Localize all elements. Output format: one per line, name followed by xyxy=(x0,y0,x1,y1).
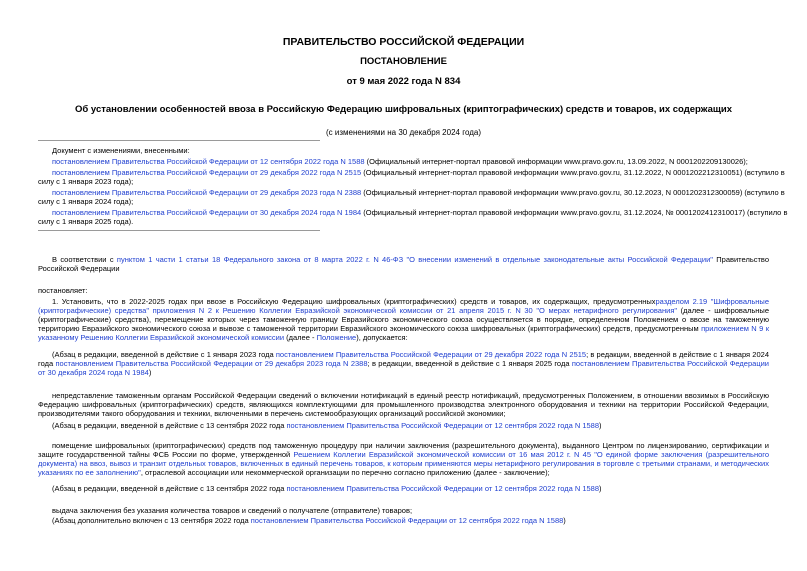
paragraph-4-note: (Абзац дополнительно включен с 13 сентября 2022 года постановлением Правительства Российской Федерации от 12 сентября 2022 года N 1588) xyxy=(52,516,566,525)
change-effective: силу с 1 января 2023 года); xyxy=(38,177,134,186)
paragraph-3: помещение шифровальных (криптографических) средств под таможенную процедуру при наличии заключения (разрешительного документа), выданного Центром по лицензированию, сертификации и защите государственной тайны ФСБ России по форме, утвержденной Решением Коллегии Евразийской экономической комиссии от 16 мая 2012 г. N 45 "О единой форме заключения (разрешительного документа) на ввоз, вывоз и транзит отдельных товаров, включенных в единый перечень товаров, к которым применяются меры нетарифного регулирования в торговле с третьими странами, и методических указаниях по ее заполнению", отраслевой ассоциации или некоммерческой организации по перечню согласно приложению (далее - заключение); xyxy=(38,441,769,477)
p1-link-section[interactable]: разделом 2.19 "Шифровальные (криптографические) средства" приложения N 2 к Решению Коллегии Евразийской экономической комиссии от 21 апреля 2015 г. N 30 "О мерах нетарифного регулирования" xyxy=(38,297,769,315)
change-source: (Официальный интернет-портал правовой информации www.pravo.gov.ru, 31.12.2022, N 0001202212310051) (вступило в xyxy=(361,168,785,177)
preamble-paragraph: В соответствии с пунктом 1 части 1 статьи 18 Федерального закона от 8 марта 2022 г. N 46-ФЗ "О внесении изменений в отдельные законодательные акты Российской Федерации" Правительство Российской Федерации xyxy=(38,255,769,273)
change-link[interactable]: постановлением Правительства Российской Федерации от 29 декабря 2023 года N 2388 xyxy=(52,188,362,197)
p3-link-decision[interactable]: Решением Коллегии Евразийской экономической комиссии от 16 мая 2012 г. N 45 "О единой форме заключения (разрешительного документа) на ввоз, вывоз и транзит отдельных товаров, включенных в единый перечень товаров, к которым применяются меры нетарифного регулирования в торговле с третьими странами, и методических указаниях по ее заполнению" xyxy=(38,450,769,477)
p1-note-link-1984[interactable]: постановлением Правительства Российской Федерации от 30 декабря 2024 года N 1984 xyxy=(38,359,769,377)
paragraph-1: 1. Установить, что в 2022-2025 годах при ввозе в Российскую Федерацию шифровальных (криптографических) средств и товаров, их содержащих, предусмотренныхразделом 2.19 "Шифровальные (криптографические) средства" приложения N 2 к Решению Коллегии Евразийской экономической комиссии от 21 апреля 2015 г. N 30 "О мерах нетарифного регулирования" (далее - шифровальные (криптографические) средства), перемещение которых через таможенную границу Евразийского экономического союза осуществляется в порядке, определенном Положением о ввозе на таможенную территорию Евразийского экономического союза и вывозе с таможенной территории Евразийского экономического союза шифровальных (криптографических) средств, предусмотренным приложением N 9 к указанному Решению Коллегии Евразийской экономической комиссии (далее - Положение), допускается: xyxy=(38,297,770,342)
change-source: (Официальный интернет-портал правовой информации www.pravo.gov.ru, 31.12.2024, № 0001202412310017) (вступило в xyxy=(361,208,788,217)
decree-word: постановляет: xyxy=(38,286,88,295)
change-item xyxy=(52,208,787,217)
document-title: Об установлении особенностей ввоза в Российскую Федерацию шифровальных (криптографических) средств и товаров, их содержащих xyxy=(75,104,732,115)
edition-note: (с изменениями на 30 декабря 2024 года) xyxy=(325,128,481,137)
paragraph-2: непредставление таможенным органам Российской Федерации сведений о включении нотификаций в единый реестр нотификаций, предусмотренных Положением, в отношении ввозимых в Российскую Федерацию шифровальных (криптографических) средств, являющихся комплектующими для промышленного производства электронного оборудования и техники на территории Российской Федерации, производителями такого оборудования и техники, включенными в перечень системообразующих организаций российской экономики; xyxy=(38,391,769,418)
paragraph-1-note: (Абзац в редакции, введенной в действие с 1 января 2023 года постановлением Правительства Российской Федерации от 29 декабря 2022 года N 2515; в редакции, введенной в действие с 1 января 2024 года постановлением Правительства Российской Федерации от 29 декабря 2023 года N 2388; в редакции, введенной в действие с 1 января 2025 года постановлением Правительства Российской Федерации от 30 декабря 2024 года N 1984) xyxy=(38,350,769,377)
doc-type-heading: ПОСТАНОВЛЕНИЕ xyxy=(360,56,447,67)
change-item xyxy=(52,188,785,197)
p1-link-regulation[interactable]: Положение xyxy=(316,333,357,342)
preamble-link-law[interactable]: части 1 статьи 18 Федерального закона от 8 марта 2022 г. N 46-ФЗ "О внесении изменений в отдельные законодательные акты Российской Федерации" xyxy=(155,255,713,264)
change-item xyxy=(52,157,748,166)
paragraph-2-note: (Абзац в редакции, введенной в действие с 13 сентября 2022 года постановлением Правительства Российской Федерации от 12 сентября 2022 года N 1588) xyxy=(52,421,602,430)
change-effective: силу с 1 января 2025 года). xyxy=(38,217,134,226)
change-source: (Официальный интернет-портал правовой информации www.pravo.gov.ru, 30.12.2023, N 0001202312300059) (вступило в xyxy=(361,188,785,197)
change-link[interactable]: постановлением Правительства Российской Федерации от 29 декабря 2022 года N 2515 xyxy=(52,168,362,177)
change-source: (Официальный интернет-портал правовой информации www.pravo.gov.ru, 13.09.2022, N 0001202209130026); xyxy=(364,157,748,166)
p2-note-link-1588[interactable]: постановлением Правительства Российской Федерации от 12 сентября 2022 года N 1588 xyxy=(286,421,600,430)
change-link[interactable]: постановлением Правительства Российской Федерации от 30 декабря 2024 года N 1984 xyxy=(52,208,362,217)
p1-note-link-2388[interactable]: постановлением Правительства Российской Федерации от 29 декабря 2023 года N 2388 xyxy=(55,359,368,368)
preamble-link-point[interactable]: пунктом 1 xyxy=(116,255,153,264)
p3-note-link-1588[interactable]: постановлением Правительства Российской Федерации от 12 сентября 2022 года N 1588 xyxy=(286,484,600,493)
paragraph-3-note: (Абзац в редакции, введенной в действие с 13 сентября 2022 года постановлением Правительства Российской Федерации от 12 сентября 2022 года N 1588) xyxy=(52,484,602,493)
change-link[interactable]: постановлением Правительства Российской Федерации от 12 сентября 2022 года N 1588 xyxy=(52,157,365,166)
government-heading: ПРАВИТЕЛЬСТВО РОССИЙСКОЙ ФЕДЕРАЦИИ xyxy=(282,36,525,48)
p1-note-link-2515[interactable]: постановлением Правительства Российской Федерации от 29 декабря 2022 года N 2515 xyxy=(275,350,587,359)
p1-link-annex[interactable]: приложением N 9 к указанному Решению Коллегии Евразийской экономической комиссии xyxy=(38,324,770,342)
date-number-heading: от 9 мая 2022 года N 834 xyxy=(346,76,461,87)
changes-intro: Документ с изменениями, внесенными: xyxy=(52,146,190,155)
change-effective: силу с 1 января 2024 года); xyxy=(38,197,134,206)
paragraph-4: выдача заключения без указания количества товаров и сведений о получателе (отправителе) товаров; xyxy=(52,506,413,515)
changes-bottom-divider xyxy=(38,230,320,231)
changes-top-divider xyxy=(38,140,320,141)
p4-note-link-1588[interactable]: постановлением Правительства Российской Федерации от 12 сентября 2022 года N 1588 xyxy=(250,516,564,525)
change-item xyxy=(52,168,785,177)
